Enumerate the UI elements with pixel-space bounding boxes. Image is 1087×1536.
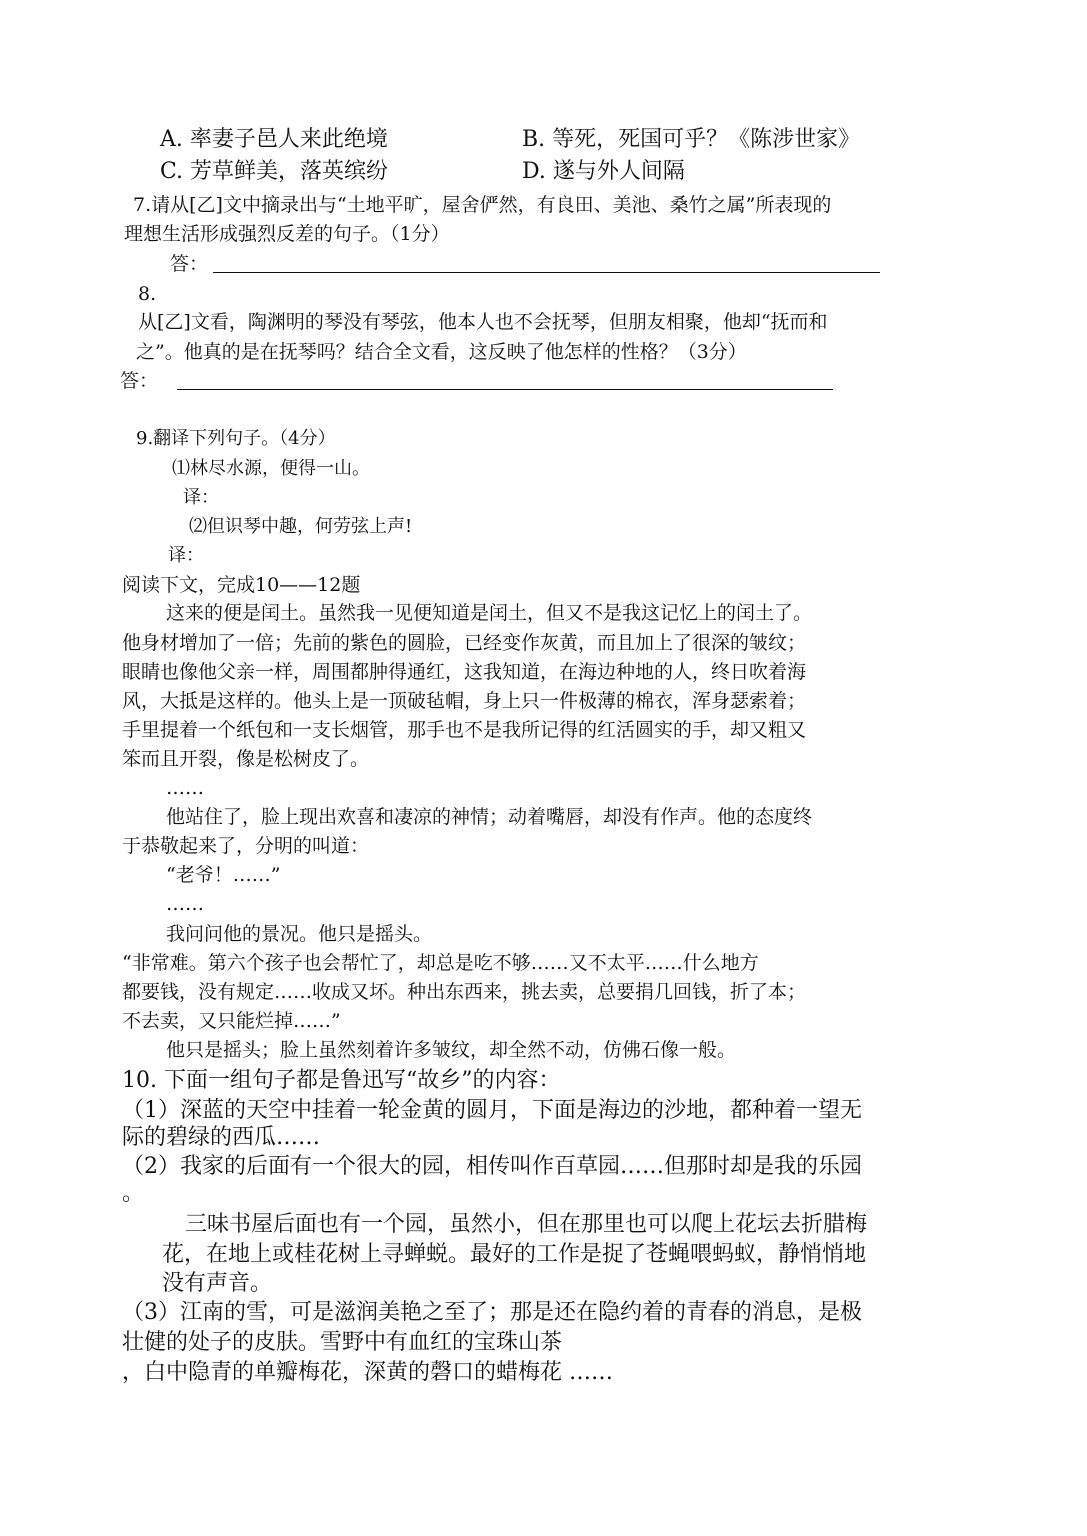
q10-title: 10. 下面一组句子都是鲁迅写“故乡”的内容： — [122, 1068, 561, 1093]
passage-line: 手里提着一个纸包和一支长烟管，那手也不是我所记得的红活圆实的手，却又粗又 — [122, 719, 807, 741]
passage-ellipsis: …… — [166, 893, 204, 915]
passage-line: “非常难。第六个孩子也会帮忙了，却总是吃不够……又不太平……什么地方 — [122, 952, 759, 974]
passage-line: 风，大抵是这样的。他头上是一顶破毡帽，身上只一件极薄的棉衣，浑身瑟索着； — [122, 690, 807, 712]
q10-line: （1）深蓝的天空中挂着一轮金黄的圆月，下面是海边的沙地，都种着一望无 — [122, 1098, 862, 1123]
q8-line1: 从[乙]文看，陶渊明的琴没有琴弦，他本人也不会抚琴，但朋友相聚，他却“抚而和 — [138, 311, 828, 333]
option-b: B. 等死，死国可乎？《陈涉世家》 — [522, 127, 861, 152]
passage-ellipsis: …… — [166, 777, 204, 799]
q10-line: 三味书屋后面也有一个园，虽然小，但在那里也可以爬上花坛去折腊梅 — [185, 1212, 868, 1237]
q9-translate-label-2: 译： — [168, 545, 204, 566]
q7-answer-label: 答： — [170, 253, 209, 275]
q8-line2: 之”。他真的是在抚琴吗？结合全文看，这反映了他怎样的性格？（3分） — [136, 341, 747, 363]
q8-answer-line[interactable] — [177, 389, 833, 390]
option-a: A. 率妻子邑人来此绝境 — [160, 127, 388, 152]
q10-line: 没有声音。 — [162, 1271, 273, 1296]
q7-line1: 7.请从[乙]文中摘录出与“土地平旷，屋舍俨然，有良田、美池、桑竹之属”所表现的 — [133, 194, 832, 216]
passage-line: 笨而且开裂，像是松树皮了。 — [122, 748, 370, 770]
q10-line: ，白中隐青的单瓣梅花，深黄的磬口的蜡梅花 …… — [122, 1360, 613, 1385]
q7-line2: 理想生活形成强烈反差的句子。（1分） — [124, 223, 450, 245]
q10-line: 花，在地上或桂花树上寻蝉蜕。最好的工作是捉了苍蝇喂蚂蚁，静悄悄地 — [162, 1242, 867, 1267]
passage-line: 他站住了，脸上现出欢喜和凄凉的神情；动着嘴唇，却没有作声。他的态度终 — [166, 806, 813, 828]
passage-line: 都要钱，没有规定……收成又坏。种出东西来，挑去卖，总要捐几回钱，折了本； — [122, 981, 807, 1003]
q9-translate-label-1: 译： — [183, 487, 219, 508]
passage-line: 于恭敬起来了，分明的叫道： — [122, 835, 370, 857]
q10-line: 壮健的处子的皮肤。雪野中有血红的宝珠山茶 — [122, 1330, 563, 1355]
option-c: C. 芳草鲜美，落英缤纷 — [160, 159, 389, 184]
q8-number: 8. — [138, 283, 157, 305]
passage-line: 他身材增加了一倍；先前的紫色的圆脸，已经变作灰黄，而且加上了很深的皱纹； — [122, 632, 807, 654]
q9-sentence-1: ⑴林尽水源，便得一山。 — [172, 458, 370, 479]
reading-intro: 阅读下文，完成10——12题 — [122, 574, 361, 596]
passage-line: 他只是摇头；脸上虽然刻着许多皱纹，却全然不动，仿佛石像一般。 — [166, 1039, 737, 1061]
q9-title: 9.翻译下列句子。（4分） — [136, 428, 336, 449]
option-d: D. 遂与外人间隔 — [522, 159, 685, 184]
q7-answer-line[interactable] — [213, 272, 880, 273]
q10-line: 际的碧绿的西瓜…… — [122, 1125, 321, 1150]
q9-sentence-2: ⑵但识琴中趣，何劳弦上声! — [189, 516, 413, 537]
passage-line: 眼睛也像他父亲一样，周围都肿得通红，这我知道，在海边种地的人，终日吹着海 — [122, 661, 807, 683]
passage-line: 不去卖，又只能烂掉……” — [122, 1010, 341, 1032]
passage-line: “老爷！……” — [166, 864, 281, 886]
q8-answer-label: 答： — [120, 370, 159, 392]
passage-line: 这来的便是闰土。虽然我一见便知道是闰土，但又不是我这记忆上的闰土了。 — [166, 602, 813, 624]
q10-line: 。 — [122, 1181, 145, 1206]
passage-line: 我问问他的景况。他只是摇头。 — [166, 923, 433, 945]
q10-line: （2）我家的后面有一个很大的园，相传叫作百草园……但那时却是我的乐园 — [122, 1154, 862, 1179]
q10-line: （3）江南的雪，可是滋润美艳之至了；那是还在隐约着的青春的消息，是极 — [122, 1300, 862, 1325]
